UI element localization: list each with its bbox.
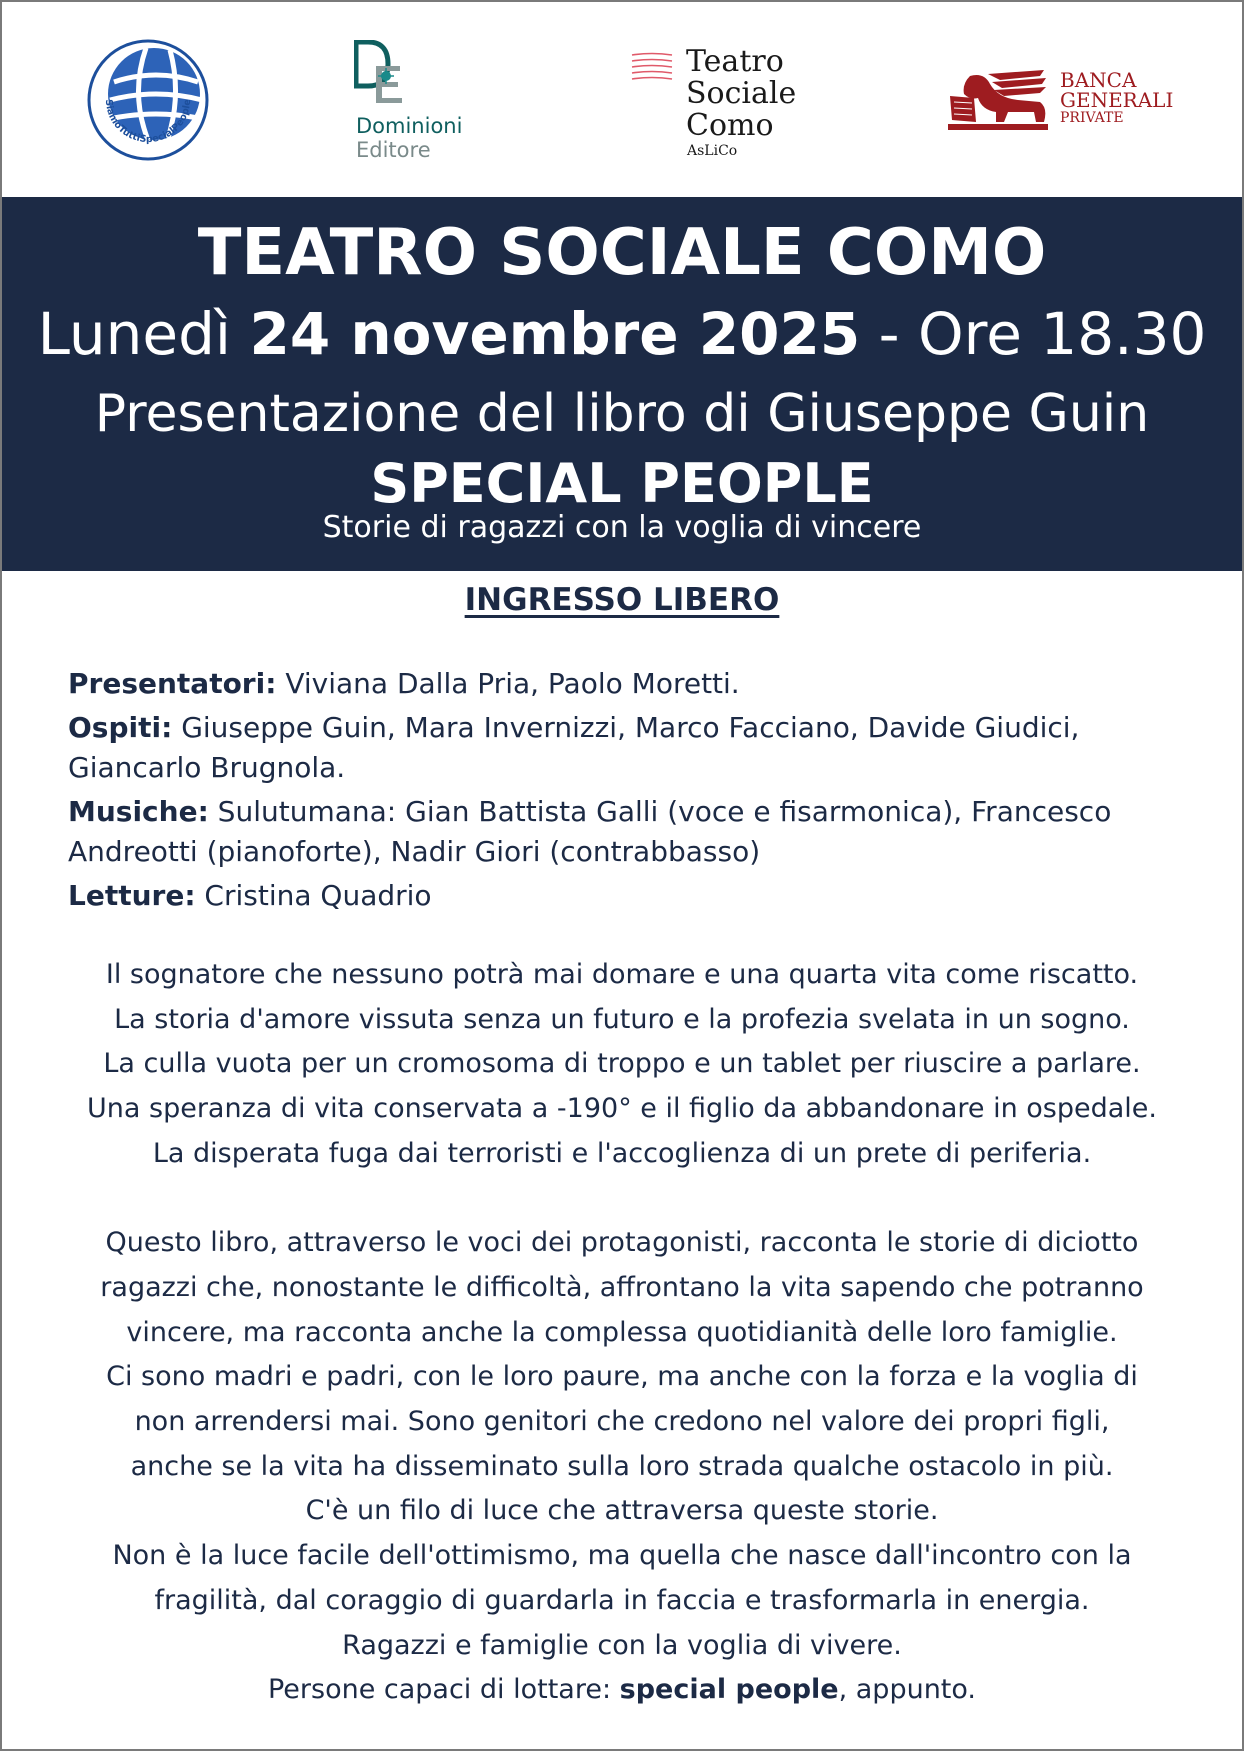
siamo-tutti-text: SiamoTuttiSpecialPeople — [102, 98, 194, 146]
banca-generali-private-logo — [948, 68, 1178, 138]
synopsis-line: Una speranza di vita conservata a -190° e il figlio da abbandonare in ospedale. — [87, 1093, 1157, 1125]
siamo-tutti-special-people-logo — [86, 38, 210, 162]
synopsis-line: fragilità, dal coraggio di guardarla in faccia e trasformarla in energia. — [154, 1584, 1090, 1616]
closing-bold: special people — [619, 1674, 839, 1706]
book-title: SPECIAL PEOPLE — [370, 452, 874, 515]
free-entry-text: INGRESSO LIBERO — [464, 582, 780, 618]
curtain-lines-icon — [630, 52, 674, 82]
credit-value-cont: Giancarlo Brugnola. — [68, 751, 346, 784]
closing-suffix: , appunto. — [838, 1674, 977, 1706]
credit-letture — [68, 876, 1188, 916]
credit-value: Giuseppe Guin, Mara Invernizzi, Marco Facciano, Davide Giudici, — [172, 711, 1080, 744]
credits-list — [68, 664, 1188, 920]
synopsis-line: Questo libro, attraverso le voci dei protagonisti, racconta le storie di diciotto — [105, 1227, 1139, 1259]
como-word: Como — [686, 108, 774, 143]
synopsis-closing-line — [2, 1668, 1242, 1713]
paragraph-gap — [2, 1177, 1242, 1222]
credit-value: Viviana Dalla Pria, Paolo Moretti. — [276, 667, 740, 700]
book-synopsis — [2, 953, 1242, 1713]
de-monogram-icon — [354, 40, 414, 110]
free-entry-heading — [2, 580, 1242, 620]
sociale-word: Sociale — [686, 76, 797, 111]
synopsis-line: anche se la vita ha disseminato sulla loro strada qualche ostacolo in più. — [130, 1450, 1114, 1482]
event-date-line — [2, 301, 1242, 367]
synopsis-line: Non è la luce facile dell'ottimismo, ma quella che nasce dall'incontro con la — [112, 1540, 1132, 1572]
credit-label: Letture: — [68, 879, 196, 912]
date-prefix: Lunedì — [37, 300, 250, 368]
synopsis-line: Il sognatore che nessuno potrà mai domare e una quarta vita come riscatto. — [105, 959, 1139, 990]
credit-value-cont: Andreotti (pianoforte), Nadir Giori (contrabbasso) — [68, 835, 761, 868]
generali-word: GENERALI — [1060, 88, 1174, 112]
credit-musiche — [68, 792, 1188, 872]
winged-lion-icon — [948, 68, 1052, 132]
event-time: - Ore 18.30 — [860, 300, 1207, 368]
synopsis-line: La disperata fuga dai terroristi e l'accoglienza di un prete di periferia. — [152, 1137, 1092, 1169]
credit-value: Cristina Quadrio — [195, 879, 432, 912]
aslico-text: AsLiCo — [687, 143, 738, 159]
synopsis-line: non arrendersi mai. Sono genitori che credono nel valore dei propri figli, — [134, 1406, 1110, 1438]
teatro-sociale-como-logo — [630, 46, 810, 164]
presentation-line: Presentazione del libro di Giuseppe Guin — [94, 384, 1150, 444]
credit-label: Musiche: — [68, 795, 209, 828]
venue-title: TEATRO SOCIALE COMO — [197, 216, 1047, 290]
synopsis-line: La culla vuota per un cromosoma di troppo e un tablet per riuscire a parlare. — [103, 1048, 1141, 1080]
credit-value: Sulutumana: Gian Battista Galli (voce e fisarmonica), Francesco — [208, 795, 1112, 828]
editore-text: Editore — [356, 138, 431, 162]
globe-icon — [86, 38, 210, 162]
banca-word: BANCA — [1060, 68, 1137, 92]
synopsis-line: Ci sono madri e padri, con le loro paure, ma anche con la forza e la voglia di — [106, 1361, 1138, 1393]
synopsis-line: vincere, ma racconta anche la complessa quotidianità delle loro famiglie. — [126, 1316, 1118, 1348]
credit-presentatori — [68, 664, 1188, 704]
credit-label: Ospiti: — [68, 711, 173, 744]
closing-prefix: Persone capaci di lottare: — [267, 1674, 620, 1706]
sponsor-logos-row — [2, 2, 1242, 197]
private-word: PRIVATE — [1060, 110, 1124, 126]
credit-label: Presentatori: — [68, 667, 277, 700]
dominioni-text: Dominioni — [356, 114, 463, 138]
dominioni-editore-logo — [354, 40, 484, 166]
synopsis-line: Ragazzi e famiglie con la voglia di vivere. — [342, 1629, 902, 1661]
event-date: 24 novembre 2025 — [249, 300, 861, 368]
banca-generali-text — [1060, 70, 1173, 127]
synopsis-line: La storia d'amore vissuta senza un futuro e la profezia svelata in un sogno. — [114, 1003, 1130, 1035]
teatro-name — [686, 46, 796, 142]
synopsis-line: C'è un filo di luce che attraversa queste storie. — [305, 1495, 939, 1527]
teatro-word: Teatro — [686, 44, 784, 79]
event-banner — [2, 197, 1242, 571]
synopsis-line: ragazzi che, nonostante le difficoltà, affrontano la vita sapendo che potranno — [100, 1271, 1144, 1303]
book-subtitle: Storie di ragazzi con la voglia di vincere — [322, 510, 922, 545]
credit-ospiti — [68, 708, 1188, 788]
